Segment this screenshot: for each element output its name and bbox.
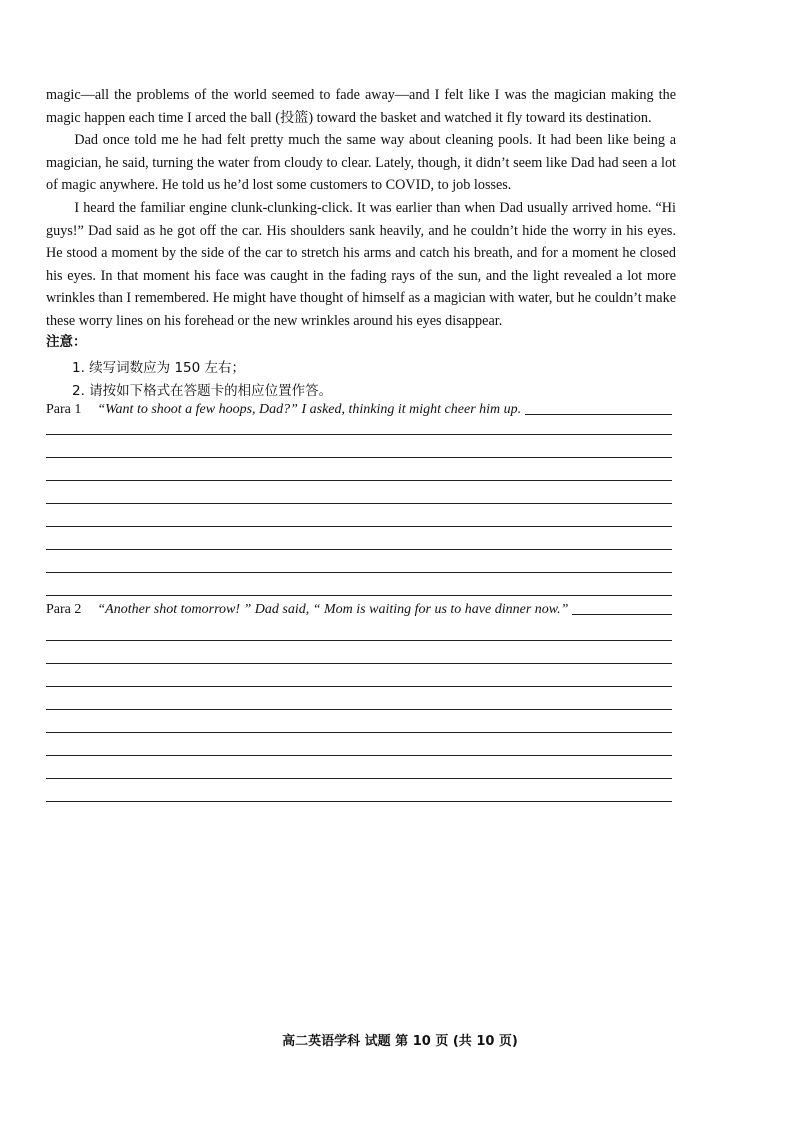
para2-answer-line[interactable] (46, 755, 672, 756)
story-paragraph-2: Dad once told me he had felt pretty much the same way about cleaning pools. It had been like being a magician, he said, turning the water from cloudy to clear. Lately, though, it didn’t seem like Dad had seen a lot of magic anywhere. He told us he’d lost some customers to COVID, to job losses. (46, 132, 676, 194)
para2-answer-line[interactable] (46, 709, 672, 710)
story-paragraph-3: I heard the familiar engine clunk-clunking-click. It was earlier than when Dad usually arrived home. “Hi guys!” Dad said as he got off the car. His shoulders sank heavily, and he couldn’t hide the worry in his eyes. He stood a moment by the side of the car to stretch his arms and catch his breath, and for a moment he closed his eyes. In that moment his face was caught in the fading rays of the sun, and the light revealed a lot more wrinkles than I remembered. He might have thought of himself as a magician with water, but he couldn’t make these worry lines on his forehead or the new wrinkles around his eyes disappear. (46, 199, 676, 329)
para1-label: Para 1 (46, 402, 82, 417)
page-footer: 高二英语学科 试题 第 10 页 (共 10 页) (282, 1034, 518, 1049)
note-answer-format: 2. 请按如下格式在答题卡的相应位置作答。 (72, 383, 333, 399)
para1-answer-line[interactable] (46, 457, 672, 458)
para2-label: Para 2 (46, 602, 82, 617)
para1-answer-line[interactable] (46, 549, 672, 550)
para2-answer-line[interactable] (46, 686, 672, 687)
para1-answer-line[interactable] (46, 526, 672, 527)
note-word-count: 1. 续写词数应为 150 左右； (72, 360, 246, 376)
para2-answer-line[interactable] (46, 663, 672, 664)
para1-answer-line[interactable] (46, 595, 672, 596)
para1-answer-line[interactable] (46, 572, 672, 573)
notes-heading: 注意： (46, 334, 87, 350)
para2-answer-line[interactable] (46, 778, 672, 779)
para1-answer-blank[interactable] (525, 414, 672, 415)
para2-answer-line[interactable] (46, 640, 672, 641)
story-text (46, 84, 676, 333)
para1-answer-line[interactable] (46, 503, 672, 504)
para2-prompt-line (46, 598, 672, 618)
para1-prompt-line (46, 398, 672, 418)
para2-prompt: “Another shot tomorrow! ” Dad said, “ Mom is waiting for us to have dinner now.” (97, 602, 569, 617)
story-paragraph-1: magic—all the problems of the world seemed to fade away—and I felt like I was the magician making the magic happen each time I arced the ball (投篮) toward the basket and watched it fly toward its destination. (46, 87, 676, 126)
para2-answer-blank[interactable] (572, 614, 672, 615)
para1-prompt: “Want to shoot a few hoops, Dad?” I asked, thinking it might cheer him up. (97, 402, 522, 417)
para2-answer-line[interactable] (46, 801, 672, 802)
para2-answer-line[interactable] (46, 732, 672, 733)
para1-answer-line[interactable] (46, 480, 672, 481)
para1-answer-line[interactable] (46, 434, 672, 435)
